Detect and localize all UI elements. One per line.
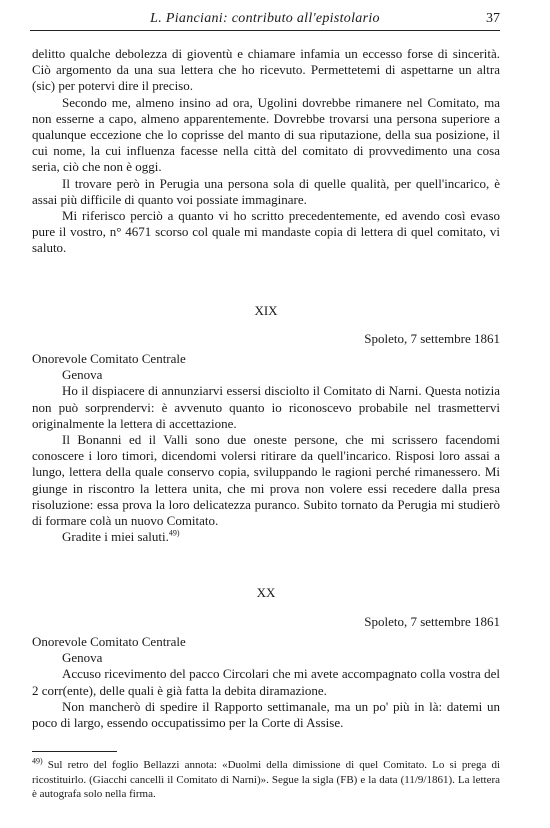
letter-paragraph: Non mancherò di spedire il Rapporto settimanale, ma un po' più in là: datemi un poco di largo, essendo occupatissimo per la Corte di Assise. xyxy=(32,698,500,730)
page-body xyxy=(32,46,500,802)
closing-text: Gradite i miei saluti. xyxy=(62,529,169,545)
continuation-paragraph: Secondo me, almeno insino ad ora, Ugolini dovrebbe rimanere nel Comitato, ma non esserne a capo, almeno apparentemente. Dovrebbe trovarsi una persona superiore a qualunque eccezione che lo coprisse del manto di sua riputazione, della sua posizione, il cui nome, la cui influenza facesse nella città del comitato di provvedimento una cosa seria, ciò che non è oggi. xyxy=(32,94,500,175)
footnote-mark: 49) xyxy=(32,756,43,766)
letter-place-date: Spoleto, 7 settembre 1861 xyxy=(364,613,500,629)
continuation-paragraph: Mi riferisco perciò a quanto vi ho scritto precedentemente, ed avendo così evaso pure il vostro, n° 4671 scorso col quale mi mandaste copia di lettera di quel comitato, vi saluto. xyxy=(32,208,500,256)
letter-place-date: Spoleto, 7 settembre 1861 xyxy=(364,330,500,346)
footnote-reference: 49) xyxy=(168,528,180,538)
letter-paragraph: Accuso ricevimento del pacco Circolari che mi avete accompagnato colla vostra del 2 corr(ente), delle quali è già fatta la debita diramazione. xyxy=(32,666,500,698)
footnote-text: Sul retro del foglio Bellazzi annota: «Duolmi della dimissione di quel Comitato. Lo si prega di ricostituirlo. (Giacchi cancellì il Comitato di Narni)». Segue la sigla (FB) e la data (11/9/1861). La lettera è autografa solo nella firma. xyxy=(32,759,501,801)
letter-paragraph: Il Bonanni ed il Valli sono due oneste persone, che mi scrissero facendomi conoscere i loro timori, dicendomi volersi ritirare da quell'incarico. Risposi loro assai a lungo, lettera della quale conservo copia, sviluppando le ragioni perché rimanessero. Mi giunge in riscontro la lettera unita, che mi prova non volere essi recedere dalla presa risoluzione: essa prova la loro delicatezza puranco. Subito tornato da Perugia mi studierò di formare colà un nuovo Comitato. xyxy=(32,432,500,529)
continuation-paragraph: Il trovare però in Perugia una persona sola di quelle qualità, per quell'incarico, è assai più difficile di quanto voi possiate immaginare. xyxy=(32,175,500,207)
letter-city: Genova xyxy=(62,650,103,666)
running-header xyxy=(30,10,500,31)
footnote xyxy=(32,758,500,802)
letter-addressee: Onorevole Comitato Centrale xyxy=(32,351,186,367)
letter-paragraph: Ho il dispiacere di annunziarvi essersi disciolto il Comitato di Narni. Questa notizia non può sorprendervi: è avvenuto quanto io riconoscevo probabile nel trasmettervi originalmente la lettera di accettazione. xyxy=(32,383,500,431)
letter-closing xyxy=(32,529,500,545)
page-number: 37 xyxy=(486,11,500,26)
letter-number-xix: XIX xyxy=(254,302,278,318)
letter-city: Genova xyxy=(62,367,103,383)
letter-number-xx: XX xyxy=(256,585,276,601)
running-title: L. Pianciani: contributo all'epistolario xyxy=(150,11,380,26)
continuation-paragraph: delitto qualche debolezza di gioventù e chiamare infamia un eccesso forse di sincerità. Ciò argomento da una sua lettera che ho ricevuto. Permettetemi di aspettarne un altra (sic) per potervi dire il preciso. xyxy=(32,46,500,94)
letter-addressee: Onorevole Comitato Centrale xyxy=(32,633,186,649)
